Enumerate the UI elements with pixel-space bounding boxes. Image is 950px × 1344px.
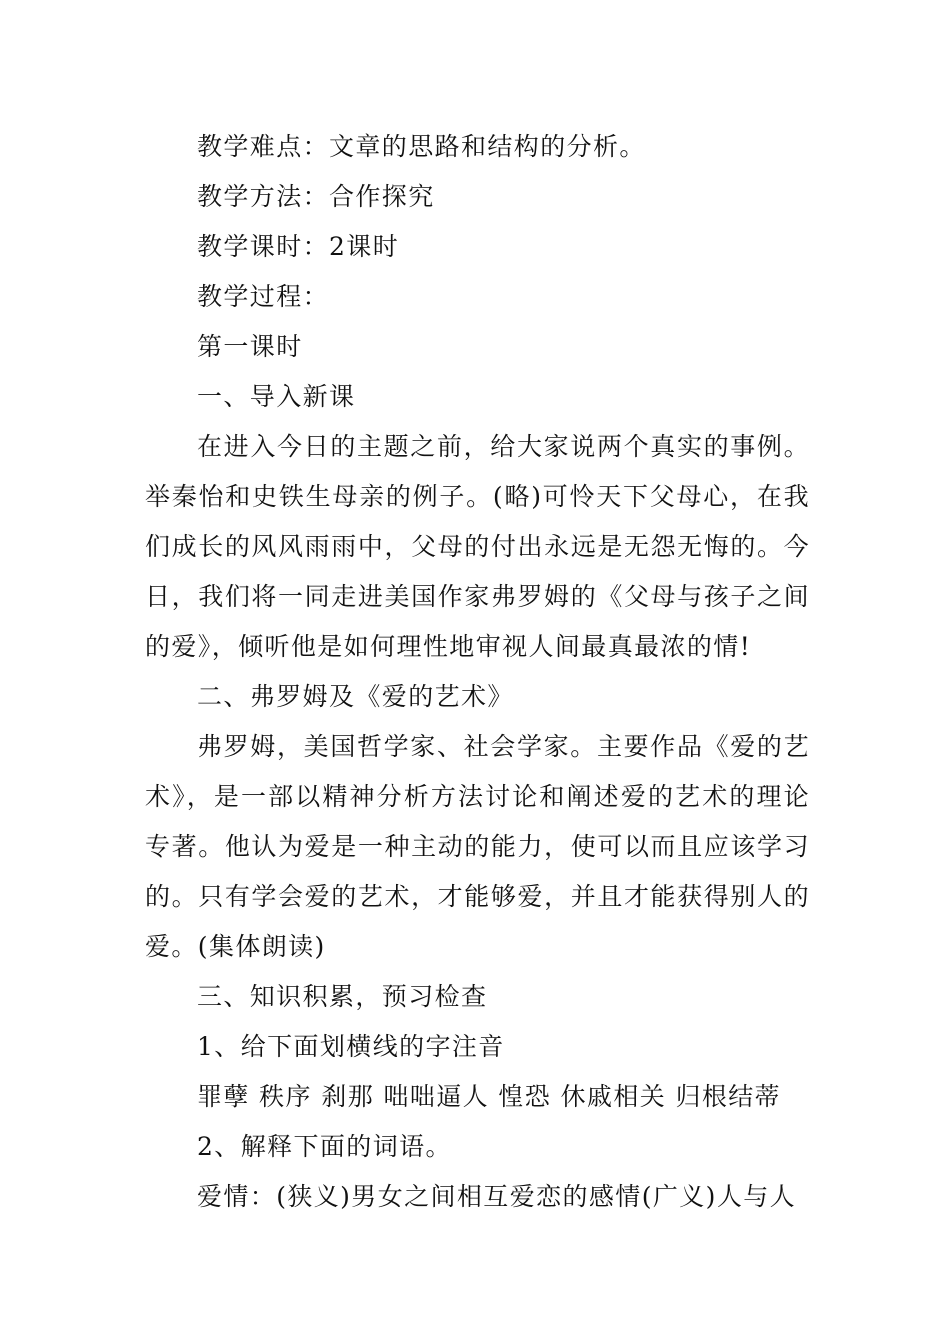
teaching-method: 教学方法：合作探究 [197,182,435,211]
intro-paragraph: 在进入今日的主题之前，给大家说两个真实的事例。举秦怡和史铁生母亲的例子。(略)可怜天下父母心，在我们成长的风风雨雨中，父母的付出永远是无怨无悔的。今日，我们将一同走进美国作家弗罗姆的《父母与孩子之间的爱》，倾听他是如何理性地审视人间最真最浓的情! [145,432,810,661]
section-3-heading: 三、知识积累，预习检查 [197,982,488,1011]
task-2-heading: 2、解释下面的词语。 [197,1132,452,1161]
document-page [145,122,810,1222]
definition-love: 爱情：(狭义)男女之间相互爱恋的感情(广义)人与人 [197,1182,797,1211]
teaching-hours: 教学课时：2课时 [197,232,400,261]
task-1-heading: 1、给下面划横线的字注音 [197,1032,505,1061]
teaching-difficulty: 教学难点：文章的思路和结构的分析。 [197,132,646,161]
section-1-heading: 一、导入新课 [197,382,356,411]
vocabulary-list: 罪孽 秩序 刹那 咄咄逼人 惶恐 休戚相关 归根结蒂 [197,1082,782,1111]
teaching-process-heading: 教学过程： [197,282,330,311]
fromm-paragraph: 弗罗姆，美国哲学家、社会学家。主要作品《爱的艺术》，是一部以精神分析方法讨论和阐述爱的艺术的理论专著。他认为爱是一种主动的能力，使可以而且应该学习的。只有学会爱的艺术，才能够爱，并且才能获得别人的爱。(集体朗读) [145,732,810,961]
section-2-heading: 二、弗罗姆及《爱的艺术》 [197,682,514,711]
first-lesson-heading: 第一课时 [197,332,303,361]
